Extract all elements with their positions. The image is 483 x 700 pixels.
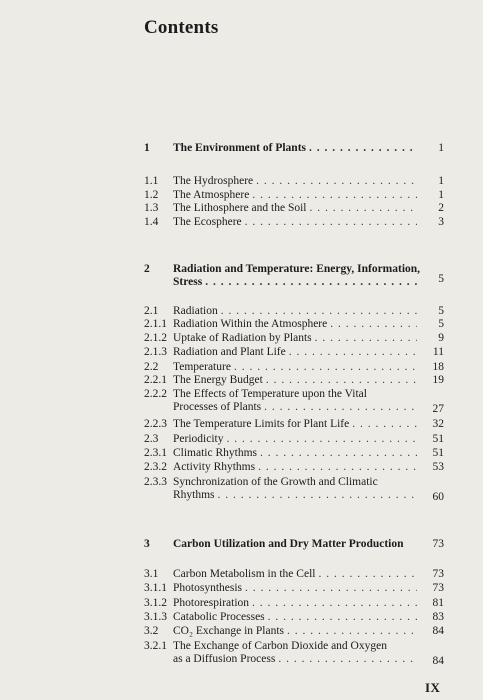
section-number: 3.2.1 <box>144 640 167 652</box>
toc-entry <box>144 318 444 331</box>
leader-dots <box>218 489 417 502</box>
page-number: 27 <box>432 403 444 415</box>
page-number: 18 <box>432 361 444 373</box>
section-number: 2.1 <box>144 305 159 317</box>
section-number: 3.1.3 <box>144 611 167 623</box>
leader-dots <box>309 142 417 155</box>
page-number: 73 <box>432 568 444 580</box>
page-number: 1 <box>438 189 444 201</box>
chapter-number: 2 <box>144 263 150 275</box>
toc-entry <box>144 597 444 610</box>
leader-dots <box>252 189 417 202</box>
section-number: 2.3 <box>144 433 159 445</box>
folio-page-number: IX <box>425 680 441 695</box>
section-title: CO₂ Exchange in Plants <box>173 625 285 637</box>
section-title: Photosynthesis <box>173 582 243 594</box>
toc-entry <box>144 640 444 668</box>
toc-entry <box>144 568 444 581</box>
page-number: 84 <box>432 625 444 637</box>
page-number: 83 <box>432 611 444 623</box>
toc-entry <box>144 346 444 359</box>
chapter-number: 1 <box>144 142 150 154</box>
toc-entry <box>144 447 444 460</box>
page-title: Contents <box>144 17 219 38</box>
section-number: 2.1.1 <box>144 318 167 330</box>
section-title-line-1: The Exchange of Carbon Dioxide and Oxygen <box>173 640 387 652</box>
section-title: Climatic Rhythms <box>173 447 258 459</box>
page-number: 84 <box>432 655 444 667</box>
section-number: 2.2 <box>144 361 159 373</box>
leader-dots <box>256 175 417 188</box>
section-number: 2.2.1 <box>144 374 167 386</box>
section-title: The Lithosphere and the Soil <box>173 202 307 214</box>
page-number: 53 <box>432 461 444 473</box>
page-number: 19 <box>432 374 444 386</box>
toc-entry <box>144 461 444 474</box>
leader-dots <box>287 625 417 638</box>
section-number: 3.1 <box>144 568 159 580</box>
section-number: 3.1.2 <box>144 597 167 609</box>
leader-dots <box>289 346 417 359</box>
toc-chapter-3 <box>144 538 444 551</box>
section-number: 2.2.2 <box>144 388 167 400</box>
section-number: 2.2.3 <box>144 418 167 430</box>
page-number: 1 <box>438 142 444 154</box>
toc-entry <box>144 388 444 416</box>
leader-dots <box>221 305 417 318</box>
leader-dots <box>310 202 418 215</box>
section-title: Activity Rhythms <box>173 461 256 473</box>
toc-entry <box>144 361 444 374</box>
leader-dots <box>266 374 417 387</box>
section-title: Carbon Metabolism in the Cell <box>173 568 316 580</box>
toc-entry <box>144 202 444 215</box>
page-number: 73 <box>432 538 444 550</box>
leader-dots <box>352 418 417 431</box>
toc-chapter-2 <box>144 263 444 289</box>
page-number: 5 <box>438 273 444 285</box>
page-number: 51 <box>432 447 444 459</box>
leader-dots <box>234 361 417 374</box>
page-number: 5 <box>438 305 444 317</box>
page-number: 3 <box>438 216 444 228</box>
section-number: 1.4 <box>144 216 159 228</box>
section-title-line-2: as a Diffusion Process <box>173 653 276 666</box>
toc-entry <box>144 305 444 318</box>
toc-entry <box>144 175 444 188</box>
toc-entry <box>144 611 444 624</box>
section-title: The Hydrosphere <box>173 175 254 187</box>
page-number: 81 <box>432 597 444 609</box>
section-number: 1.1 <box>144 175 159 187</box>
section-title: Radiation and Plant Life <box>173 346 286 358</box>
section-title-line-1: The Effects of Temperature upon the Vital <box>173 388 367 400</box>
toc-entry <box>144 418 444 431</box>
leader-dots <box>330 318 417 331</box>
leader-dots <box>258 461 417 474</box>
section-title: Uptake of Radiation by Plants <box>173 332 312 344</box>
chapter-title-line-2: Stress <box>173 276 203 289</box>
toc-entry <box>144 476 444 504</box>
page-number: 51 <box>432 433 444 445</box>
page-number: 32 <box>432 418 444 430</box>
leader-dots <box>226 433 417 446</box>
section-title: The Atmosphere <box>173 189 250 201</box>
leader-dots <box>245 216 417 229</box>
toc-entry <box>144 625 444 638</box>
section-title-line-1: Synchronization of the Growth and Climatic <box>173 476 378 488</box>
section-number: 2.1.2 <box>144 332 167 344</box>
section-number: 1.3 <box>144 202 159 214</box>
section-title: Periodicity <box>173 433 224 445</box>
page-number: 11 <box>432 346 444 358</box>
page-number: 9 <box>438 332 444 344</box>
page-number: 1 <box>438 175 444 187</box>
leader-dots <box>245 582 417 595</box>
section-number: 2.1.3 <box>144 346 167 358</box>
page-number: 60 <box>432 491 444 503</box>
section-title: The Ecosphere <box>173 216 242 228</box>
page-number: 5 <box>438 318 444 330</box>
section-number: 1.2 <box>144 189 159 201</box>
leader-dots <box>252 597 417 610</box>
toc-entry <box>144 332 444 345</box>
section-title: Catabolic Processes <box>173 611 265 623</box>
leader-dots <box>318 568 417 581</box>
toc-entry <box>144 374 444 387</box>
toc-chapter-1 <box>144 142 444 155</box>
section-title-line-2: Processes of Plants <box>173 401 262 414</box>
section-number: 2.3.2 <box>144 461 167 473</box>
section-number: 3.1.1 <box>144 582 167 594</box>
section-title: The Temperature Limits for Plant Life <box>173 418 350 430</box>
leader-dots <box>260 447 417 460</box>
toc-entry <box>144 582 444 595</box>
section-title: The Energy Budget <box>173 374 263 386</box>
toc-entry <box>144 216 444 229</box>
leader-dots <box>315 332 417 345</box>
section-title: Radiation Within the Atmosphere <box>173 318 328 330</box>
chapter-title-line-1: Radiation and Temperature: Energy, Information, <box>173 263 421 275</box>
leader-dots <box>278 653 417 666</box>
section-title-line-2: Rhythms <box>173 489 215 502</box>
chapter-number: 3 <box>144 538 150 550</box>
section-title: Temperature <box>173 361 231 373</box>
section-title: Radiation <box>173 305 218 317</box>
section-number: 2.3.3 <box>144 476 167 488</box>
section-number: 2.3.1 <box>144 447 167 459</box>
toc-entry <box>144 189 444 202</box>
leader-dots <box>205 276 417 289</box>
chapter-title: Carbon Utilization and Dry Matter Production <box>173 538 404 550</box>
toc-entry <box>144 433 444 446</box>
page-number: 73 <box>432 582 444 594</box>
section-title: Photorespiration <box>173 597 250 609</box>
page-number: 2 <box>438 202 444 214</box>
chapter-title: The Environment of Plants <box>173 142 307 154</box>
leader-dots <box>268 611 417 624</box>
leader-dots <box>264 401 417 414</box>
section-number: 3.2 <box>144 625 159 637</box>
